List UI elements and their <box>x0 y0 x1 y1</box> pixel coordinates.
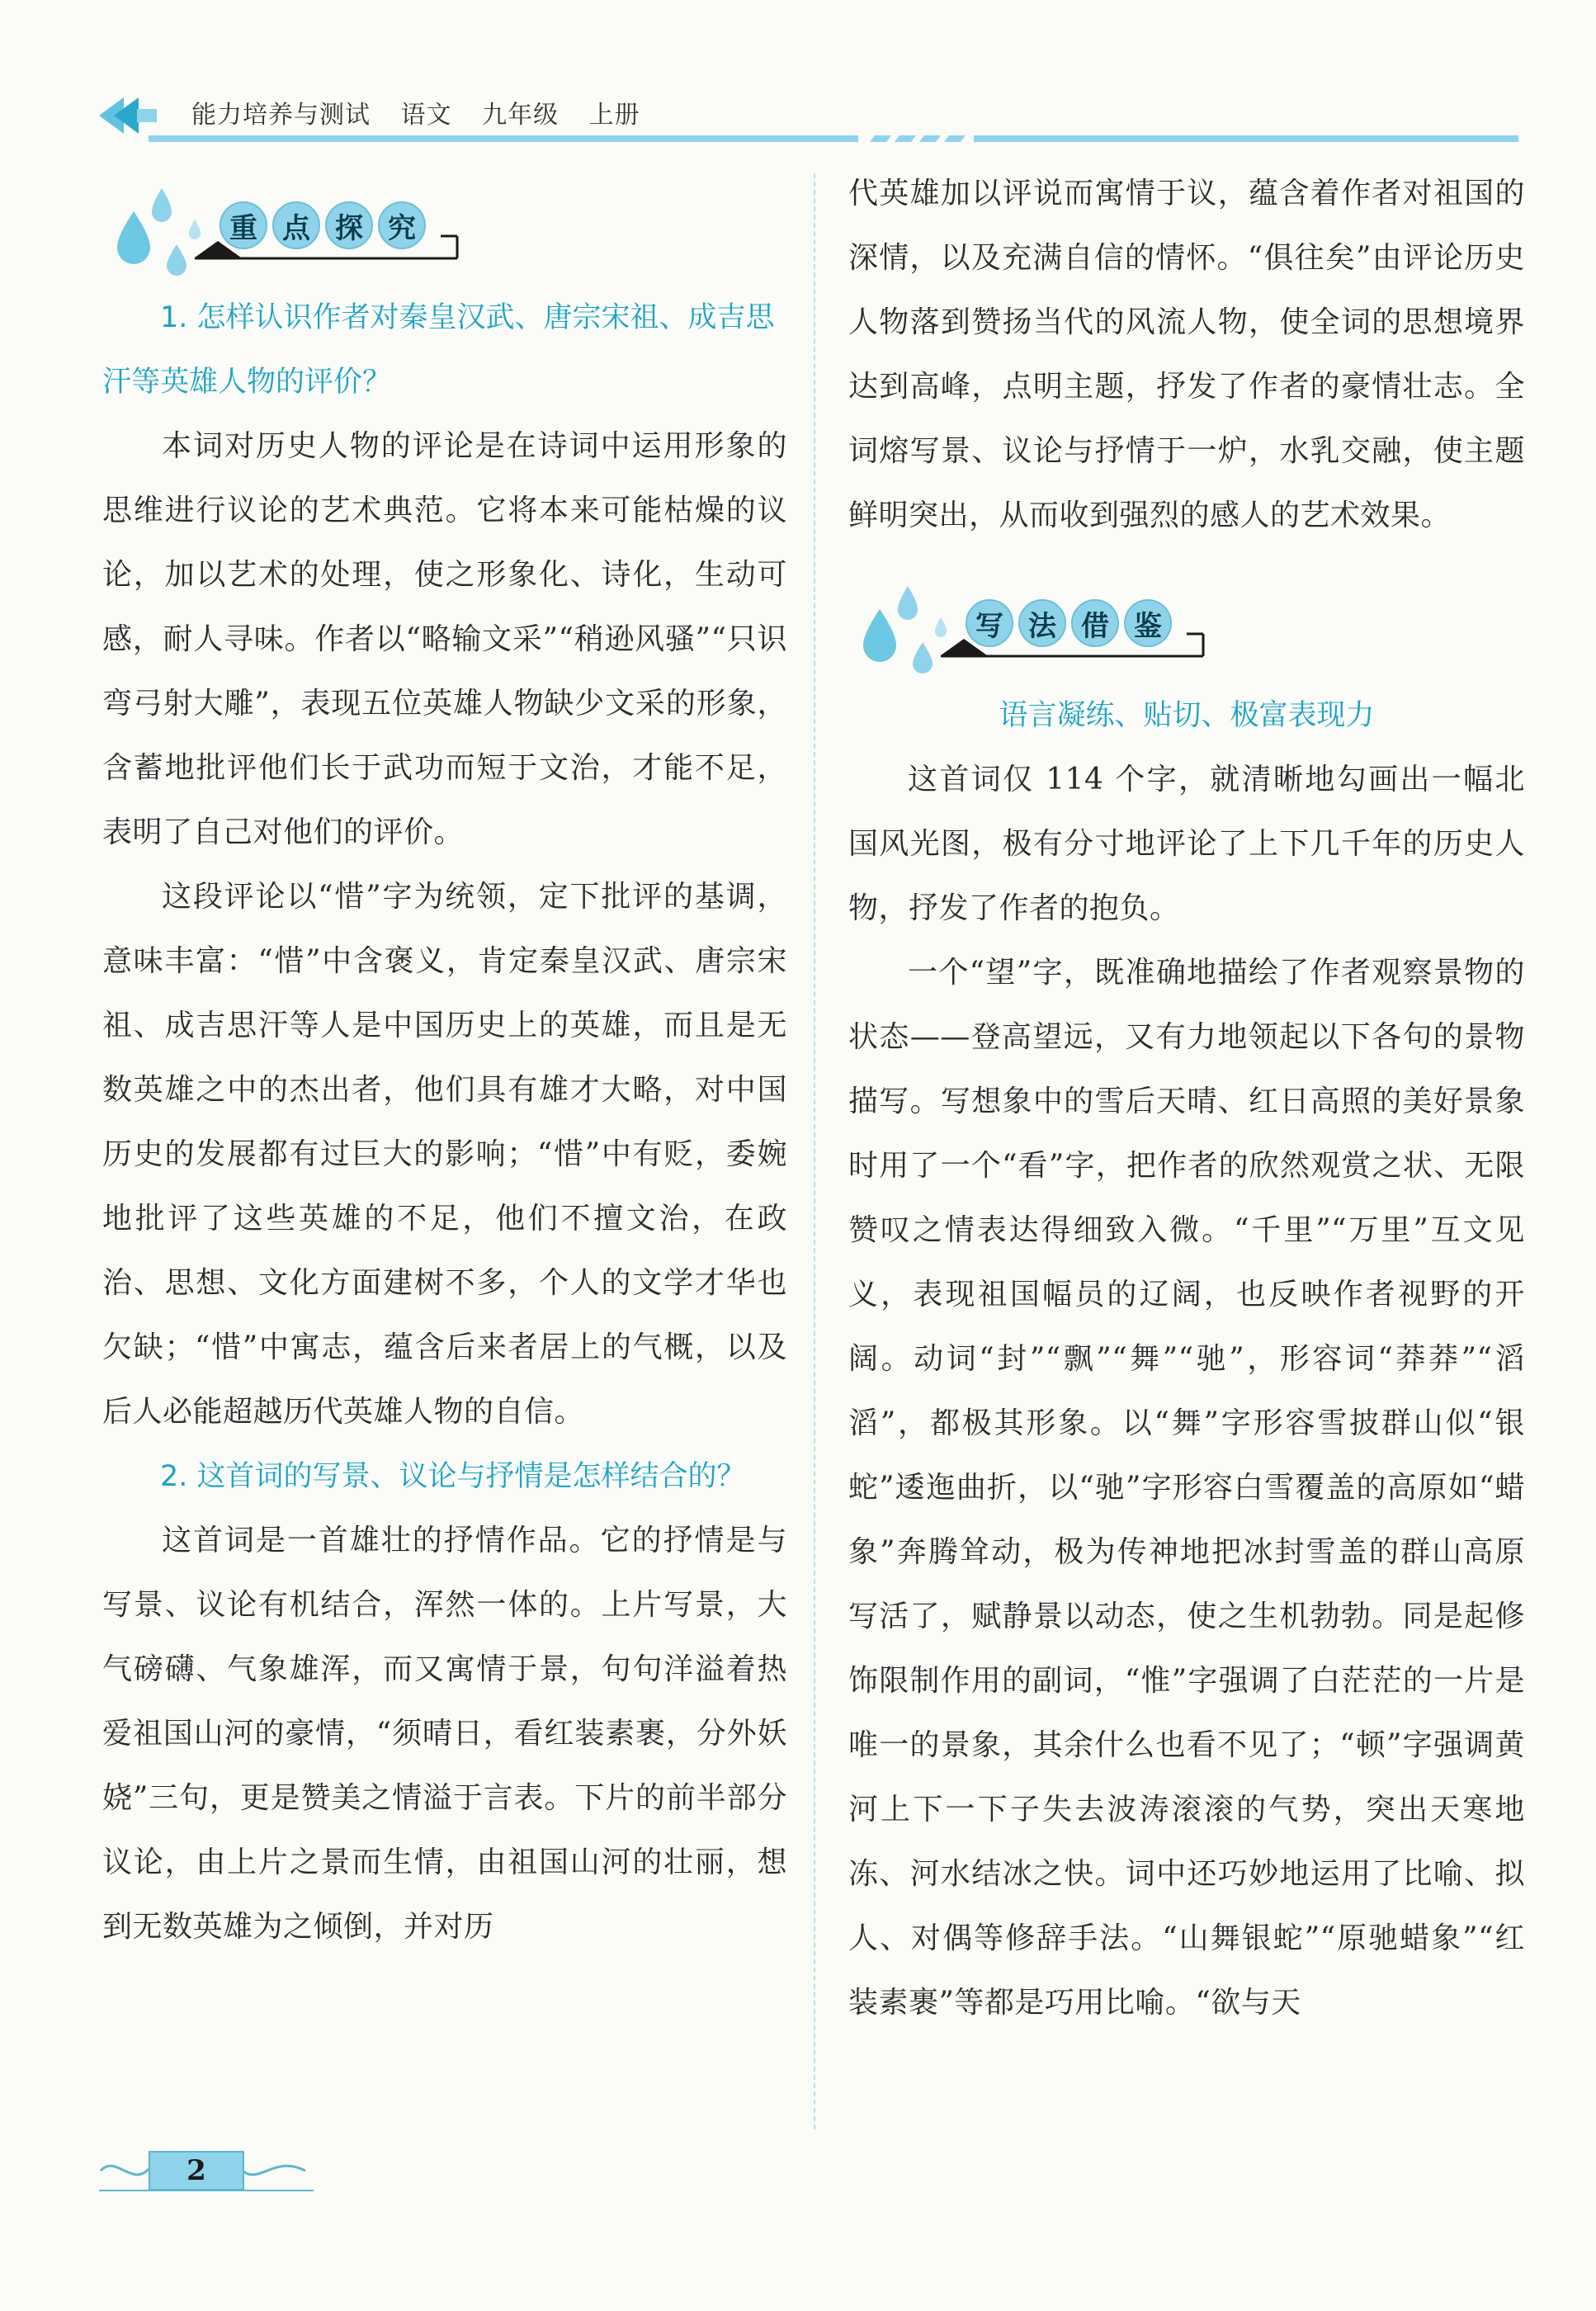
section-subtitle: 语言凝练、贴切、极富表现力 <box>999 699 1375 732</box>
volume-name: 上册 <box>588 101 640 130</box>
column-divider <box>814 173 815 2129</box>
answer-1-para-2: 这段评论以“惜”字为统领，定下批评的基调，意味丰富：“惜”中含褒义，肯定秦皇汉武、唐宗宋祖、成吉思汗等人是中国历史上的英雄，而且是无数英雄之中的杰出者，他们具有雄才大略，对中国历史的发展都有过巨大的影响；“惜”中有贬，委婉地批评了这些英雄的不足，他们不擅文治，在政治、思想、文化方面建树不多，个人的文学才华也欠缺；“惜”中寓志，蕴含后来者居上的气概，以及后人必能超越历代英雄人物的自信。 <box>102 880 787 1429</box>
left-column <box>102 165 787 1959</box>
section-title-char: 借 <box>1071 599 1119 647</box>
book-name: 能力培养与测试 <box>191 101 371 130</box>
section-badge-key-exploration <box>102 165 787 281</box>
answer-2-para-1: 这首词是一首雄壮的抒情作品。它的抒情是与写景、议论有机结合，浑然一体的。上片写景，大气磅礴、气象雄浑，而又寓情于景，句句洋溢着热爱祖国山河的豪情，“须晴日，看红装素裹，分外妖娆”三句，更是赞美之情溢于言表。下片的前半部分议论，由上片之景而生情，由祖国山河的壮丽，想到无数英雄为之倾倒，并对历 <box>102 1524 787 1944</box>
subject-name: 语文 <box>400 101 452 130</box>
page-number: 2 <box>149 2151 244 2190</box>
question-2: 2. 这首词的写景、议论与抒情是怎样结合的？ <box>160 1460 746 1493</box>
answer-2-continued: 代英雄加以评说而寓情于议，蕴含着作者对祖国的深情，以及充满自信的情怀。“俱往矣”由评论历史人物落到赞扬当代的风流人物，使全词的思想境界达到高峰，点明主题，抒发了作者的豪情壮志。全词熔写景、议论与抒情于一炉，水乳交融，使主题鲜明突出，从而收到强烈的感人的艺术效果。 <box>848 177 1525 532</box>
section-title-char: 鉴 <box>1124 599 1172 647</box>
header-title <box>191 94 662 130</box>
answer-1-para-1: 本词对历史人物的评论是在诗词中运用形象的思维进行议论的艺术典范。它将本来可能枯燥的议论，加以艺术的处理，使之形象化、诗化，生动可感，耐人寻味。作者以“略输文采”“稍逊风骚”“只识弯弓射大雕”，表现五位英雄人物缺少文采的形象，含蓄地批评他们长于武功而短于文治，才能不足，表明了自己对他们的评价。 <box>102 429 787 849</box>
right-column <box>848 165 1525 2035</box>
page-number-ornament <box>99 2146 314 2195</box>
section-title <box>220 201 426 249</box>
page-header <box>99 89 1518 147</box>
question-1: 1. 怎样认识作者对秦皇汉武、唐宗宋祖、成吉思汗等英雄人物的评价？ <box>102 301 775 399</box>
section-title-char: 探 <box>325 201 373 249</box>
writing-para-2: 一个“望”字，既准确地描绘了作者观察景物的状态——登高望远，又有力地领起以下各句的景物描写。写想象中的雪后天晴、红日高照的美好景象时用了一个“看”字，把作者的欣然观赏之状、无限赞叹之情表达得细致入微。“千里”“万里”互文见义，表现祖国幅员的辽阔，也反映作者视野的开阔。动词“封”“飘”“舞”“驰”，形容词“莽莽”“滔滔”，都极其形象。以“舞”字形容雪披群山似“银蛇”逶迤曲折，以“驰”字形容白雪覆盖的高原如“蜡象”奔腾耸动，极为传神地把冰封雪盖的群山高原写活了，赋静景以动态，使之生机勃勃。同是起修饰限制作用的副词，“惟”字强调了白茫茫的一片是唯一的景象，其余什么也看不见了；“顿”字强调黄河上下一下子失去波涛滚滚的气势，突出天寒地冻、河水结冰之快。词中还巧妙地运用了比喻、拟人、对偶等修辞手法。“山舞银蛇”“原驰蜡象”“红装素裹”等都是巧用比喻。“欲与天 <box>848 956 1525 2020</box>
section-title-char: 写 <box>966 599 1013 647</box>
section-title-char: 重 <box>220 201 267 249</box>
writing-para-1: 这首词仅 114 个字，就清晰地勾画出一幅北国风光图，极有分寸地评论了上下几千年的历史人物，抒发了作者的抱负。 <box>848 763 1525 925</box>
header-rule <box>149 134 1518 144</box>
back-arrow-icon <box>99 97 157 134</box>
section-title-char: 法 <box>1018 599 1066 647</box>
section-title-char: 究 <box>378 201 426 249</box>
grade-name: 九年级 <box>482 101 560 130</box>
section-badge-writing-reference <box>848 563 1525 678</box>
section-title <box>966 599 1172 647</box>
section-title-char: 点 <box>272 201 320 249</box>
